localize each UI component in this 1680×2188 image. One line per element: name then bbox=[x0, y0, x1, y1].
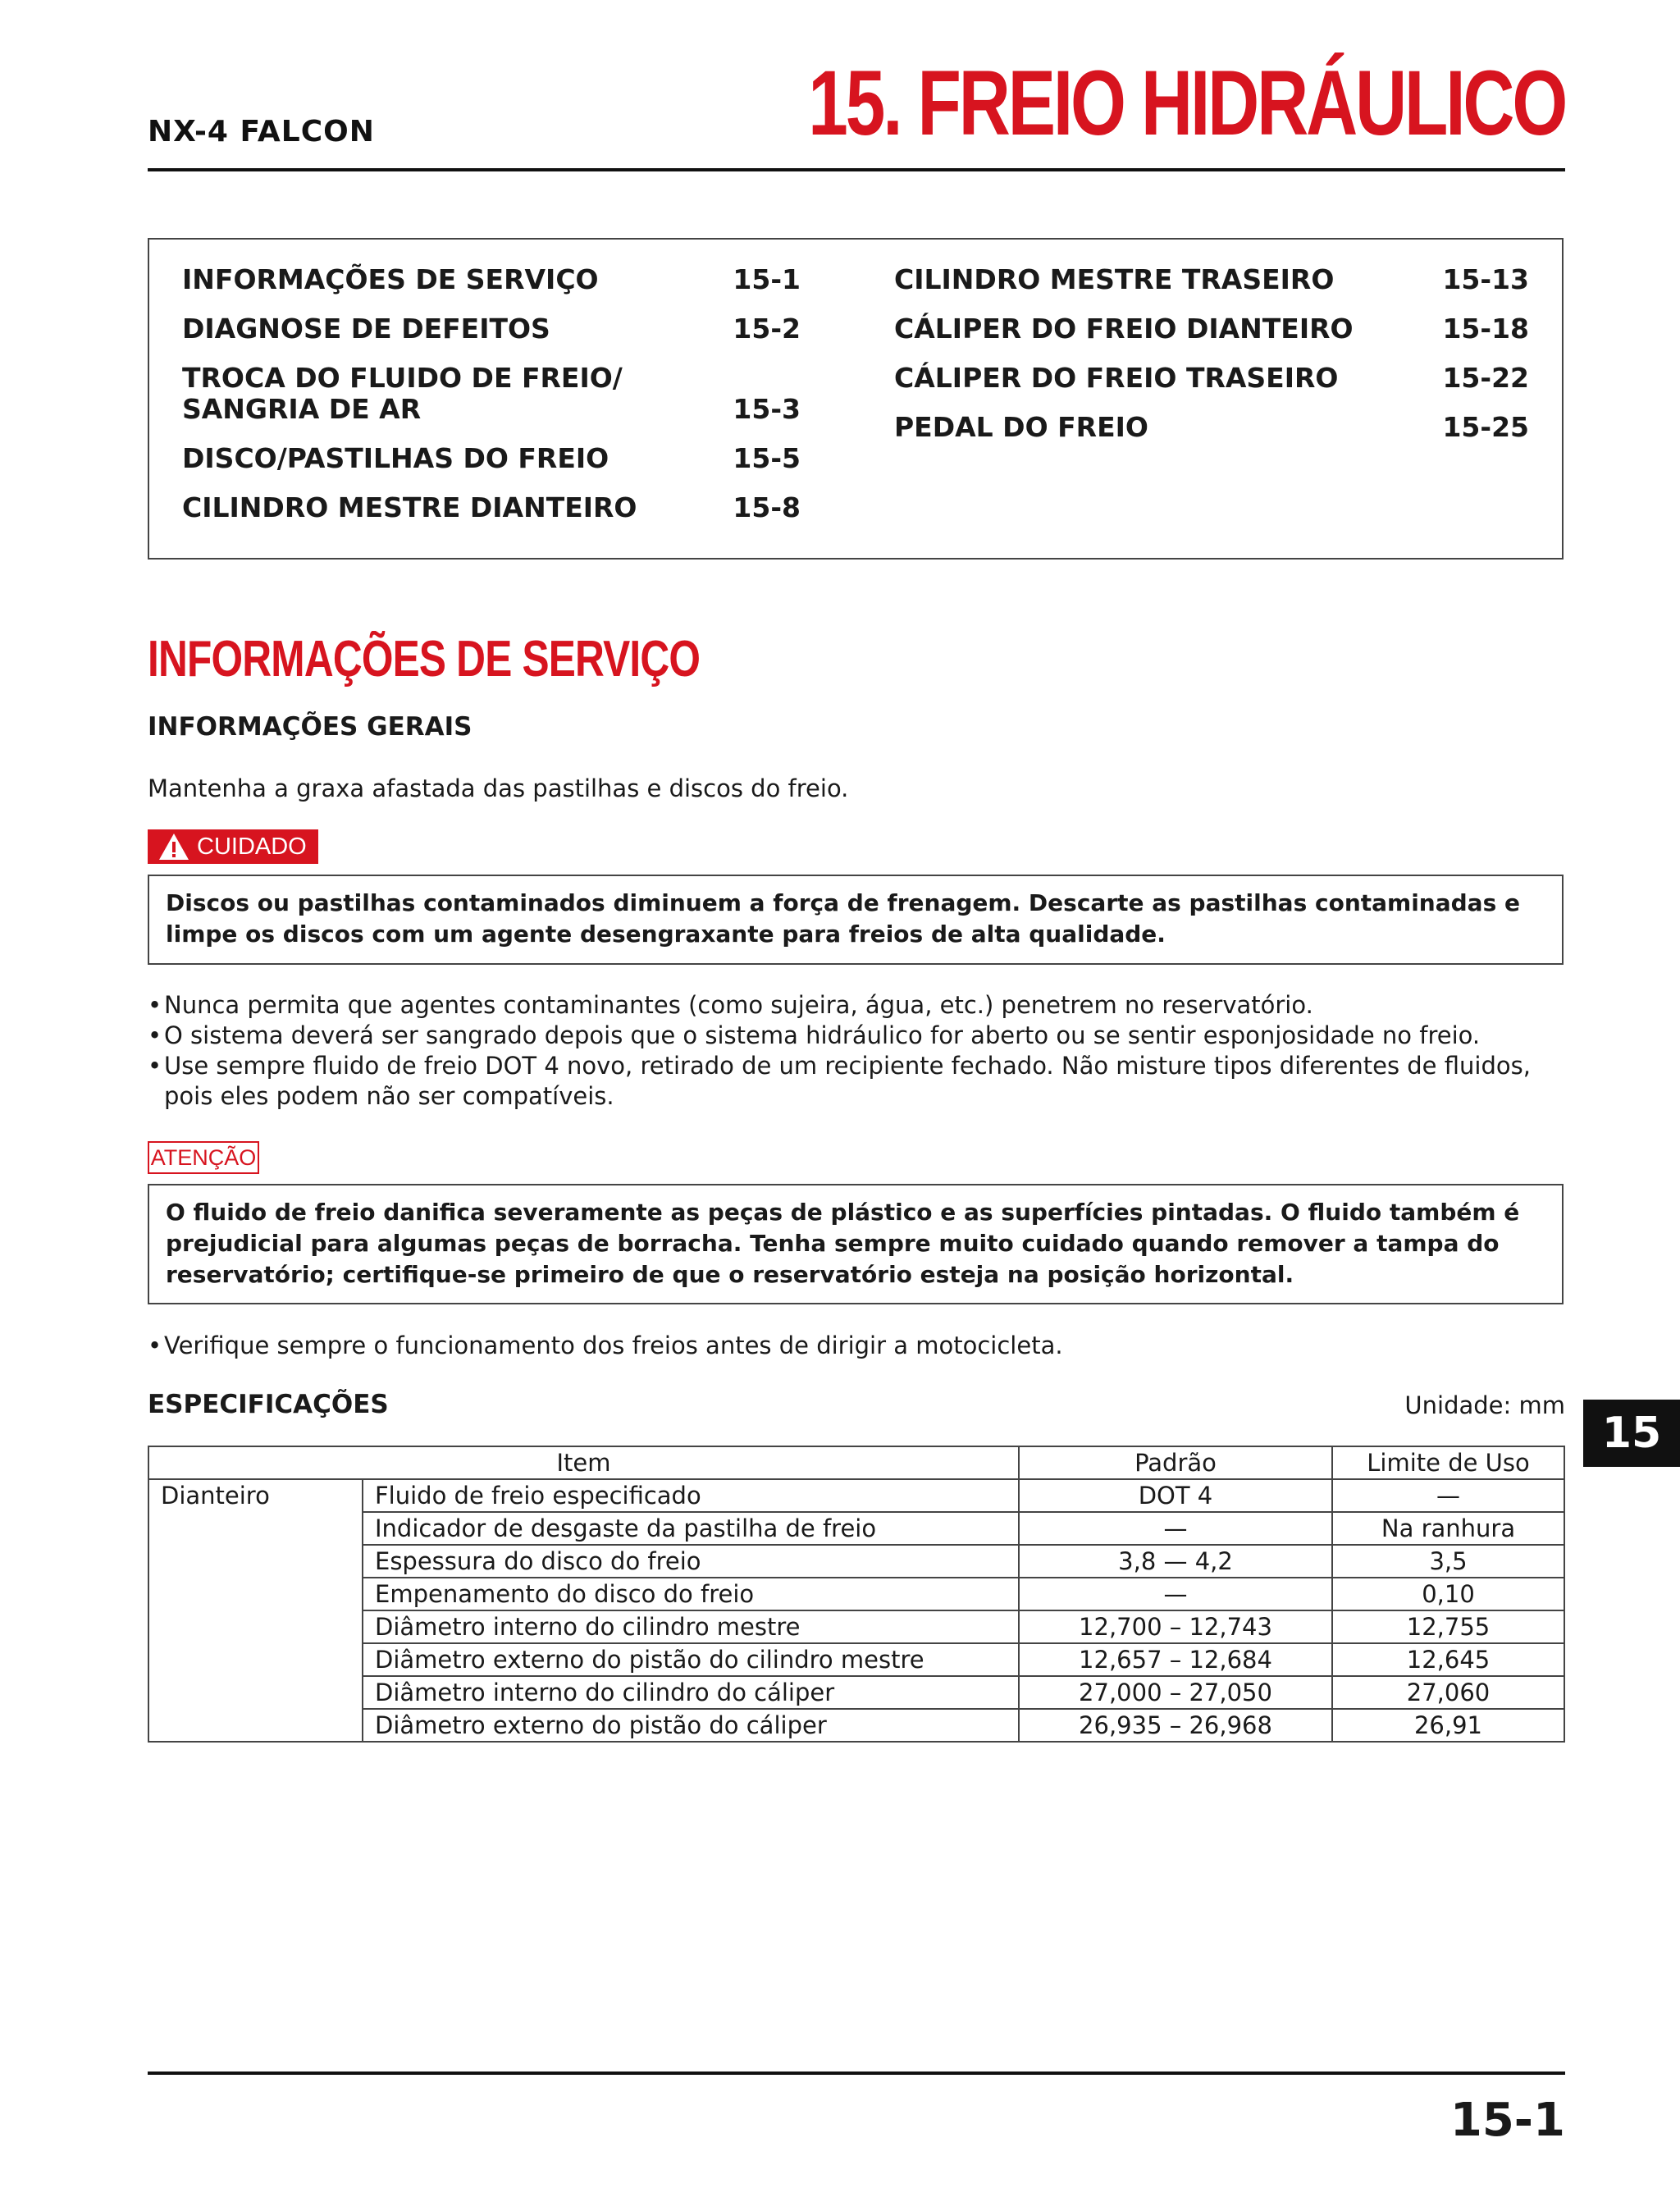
toc-entry bbox=[894, 363, 1529, 394]
toc-entry bbox=[182, 443, 801, 474]
cell-item: Espessura do disco do freio bbox=[363, 1545, 1019, 1578]
toc-entry bbox=[182, 492, 801, 523]
toc-entry-page: 15-8 bbox=[733, 491, 801, 523]
cell-standard: 12,700 – 12,743 bbox=[1019, 1610, 1332, 1643]
toc-entry-label: PEDAL DO FREIO bbox=[894, 411, 1148, 443]
toc-left-column bbox=[182, 264, 801, 541]
cell-item: Empenamento do disco do freio bbox=[363, 1578, 1019, 1610]
cell-item: Diâmetro interno do cilindro do cáliper bbox=[363, 1676, 1019, 1709]
warning-triangle-icon bbox=[158, 832, 190, 861]
toc-entry-page: 15-3 bbox=[733, 393, 801, 425]
bullet-item: • O sistema deverá ser sangrado depois que o sistema hidráulico for aberto ou se sentir esponjosidade no freio. bbox=[148, 1021, 1575, 1051]
toc-entry-label: DISCO/PASTILHAS DO FREIO bbox=[182, 442, 609, 474]
cell-item: Diâmetro externo do pistão do cilindro mestre bbox=[363, 1643, 1019, 1676]
cell-limit: — bbox=[1332, 1479, 1564, 1512]
toc-entry-label: INFORMAÇÕES DE SERVIÇO bbox=[182, 263, 599, 295]
header-rule bbox=[148, 168, 1565, 171]
toc-entry bbox=[894, 313, 1529, 345]
cell-standard: 12,657 – 12,684 bbox=[1019, 1643, 1332, 1676]
toc-entry-label: DIAGNOSE DE DEFEITOS bbox=[182, 313, 550, 345]
cell-standard: — bbox=[1019, 1512, 1332, 1545]
specifications-table bbox=[148, 1446, 1565, 1743]
chapter-tab: 15 bbox=[1583, 1400, 1680, 1467]
toc-entry-label: CÁLIPER DO FREIO DIANTEIRO bbox=[894, 313, 1354, 345]
footer-rule bbox=[148, 2072, 1565, 2075]
unit-label: Unidade: mm bbox=[1404, 1391, 1565, 1419]
group-cell: Dianteiro bbox=[148, 1479, 363, 1742]
cell-limit: 12,755 bbox=[1332, 1610, 1564, 1643]
toc-entry-label: CILINDRO MESTRE TRASEIRO bbox=[894, 263, 1335, 295]
toc-entry-label: CÁLIPER DO FREIO TRASEIRO bbox=[894, 362, 1339, 394]
bullet-item: • Verifique sempre o funcionamento dos freios antes de dirigir a motocicleta. bbox=[148, 1331, 1575, 1361]
toc-entry bbox=[894, 264, 1529, 295]
cell-limit: 27,060 bbox=[1332, 1676, 1564, 1709]
toc-entry-page: 15-13 bbox=[1442, 263, 1529, 295]
toc-entry bbox=[182, 264, 801, 295]
header-item: Item bbox=[148, 1446, 1019, 1479]
toc-entry-page: 15-2 bbox=[733, 313, 801, 345]
bullet-list bbox=[148, 990, 1575, 1112]
toc-entry-page: 15-25 bbox=[1442, 411, 1529, 443]
toc-entry bbox=[182, 363, 801, 425]
cell-standard: — bbox=[1019, 1578, 1332, 1610]
cell-item: Diâmetro interno do cilindro mestre bbox=[363, 1610, 1019, 1643]
model-name: NX-4 FALCON bbox=[148, 115, 375, 148]
table-of-contents bbox=[148, 238, 1564, 560]
cell-limit: 0,10 bbox=[1332, 1578, 1564, 1610]
toc-right-column bbox=[894, 264, 1529, 461]
attention-badge: ATENÇÃO bbox=[148, 1141, 259, 1174]
cell-limit: 26,91 bbox=[1332, 1709, 1564, 1742]
cell-standard: 26,935 – 26,968 bbox=[1019, 1709, 1332, 1742]
section-title: INFORMAÇÕES DE SERVIÇO bbox=[148, 631, 701, 687]
page-number: 15-1 bbox=[1449, 2094, 1565, 2147]
cell-item: Diâmetro externo do pistão do cáliper bbox=[363, 1709, 1019, 1742]
general-info-text: Mantenha a graxa afastada das pastilhas e discos do freio. bbox=[148, 774, 849, 802]
bullet-list-2 bbox=[148, 1331, 1575, 1361]
header-standard: Padrão bbox=[1019, 1446, 1332, 1479]
toc-entry-page: 15-18 bbox=[1442, 313, 1529, 345]
cell-item: Fluido de freio especificado bbox=[363, 1479, 1019, 1512]
cell-standard: 27,000 – 27,050 bbox=[1019, 1676, 1332, 1709]
header-limit: Limite de Uso bbox=[1332, 1446, 1564, 1479]
cell-limit: Na ranhura bbox=[1332, 1512, 1564, 1545]
toc-entry-page: 15-1 bbox=[733, 263, 801, 295]
toc-entry-label: CILINDRO MESTRE DIANTEIRO bbox=[182, 491, 637, 523]
caution-badge bbox=[148, 829, 318, 864]
bullet-item: • Nunca permita que agentes contaminantes (como sujeira, água, etc.) penetrem no reservatório. bbox=[148, 990, 1575, 1021]
table-row bbox=[148, 1479, 1564, 1512]
caution-label: CUIDADO bbox=[197, 833, 307, 860]
table-header-row bbox=[148, 1446, 1564, 1479]
bullet-item: • Use sempre fluido de freio DOT 4 novo, retirado de um recipiente fechado. Não misture tipos diferentes de fluidos, pois eles podem não ser compatíveis. bbox=[148, 1051, 1575, 1112]
attention-box: O fluido de freio danifica severamente as peças de plástico e as superfícies pintadas. O fluido também é prejudicial para algumas peças de borracha. Tenha sempre muito cuidado quando remover a tampa do reservatório; certifique-se primeiro de que o reservatório esteja na posição horizontal. bbox=[148, 1184, 1564, 1304]
toc-entry-page: 15-5 bbox=[733, 442, 801, 474]
specifications-heading: ESPECIFICAÇÕES bbox=[148, 1390, 389, 1419]
cell-limit: 12,645 bbox=[1332, 1643, 1564, 1676]
chapter-title: 15. FREIO HIDRÁULICO bbox=[808, 52, 1565, 154]
cell-item: Indicador de desgaste da pastilha de freio bbox=[363, 1512, 1019, 1545]
cell-standard: DOT 4 bbox=[1019, 1479, 1332, 1512]
cell-standard: 3,8 — 4,2 bbox=[1019, 1545, 1332, 1578]
toc-entry-page: 15-22 bbox=[1442, 362, 1529, 394]
cell-limit: 3,5 bbox=[1332, 1545, 1564, 1578]
toc-entry bbox=[182, 313, 801, 345]
toc-entry bbox=[894, 412, 1529, 443]
caution-box: Discos ou pastilhas contaminados diminuem a força de frenagem. Descarte as pastilhas contaminadas e limpe os discos com um agente desengraxante para freios de alta qualidade. bbox=[148, 875, 1564, 965]
general-info-heading: INFORMAÇÕES GERAIS bbox=[148, 712, 472, 742]
toc-entry-label: TROCA DO FLUIDO DE FREIO/ SANGRIA DE AR bbox=[182, 362, 623, 425]
